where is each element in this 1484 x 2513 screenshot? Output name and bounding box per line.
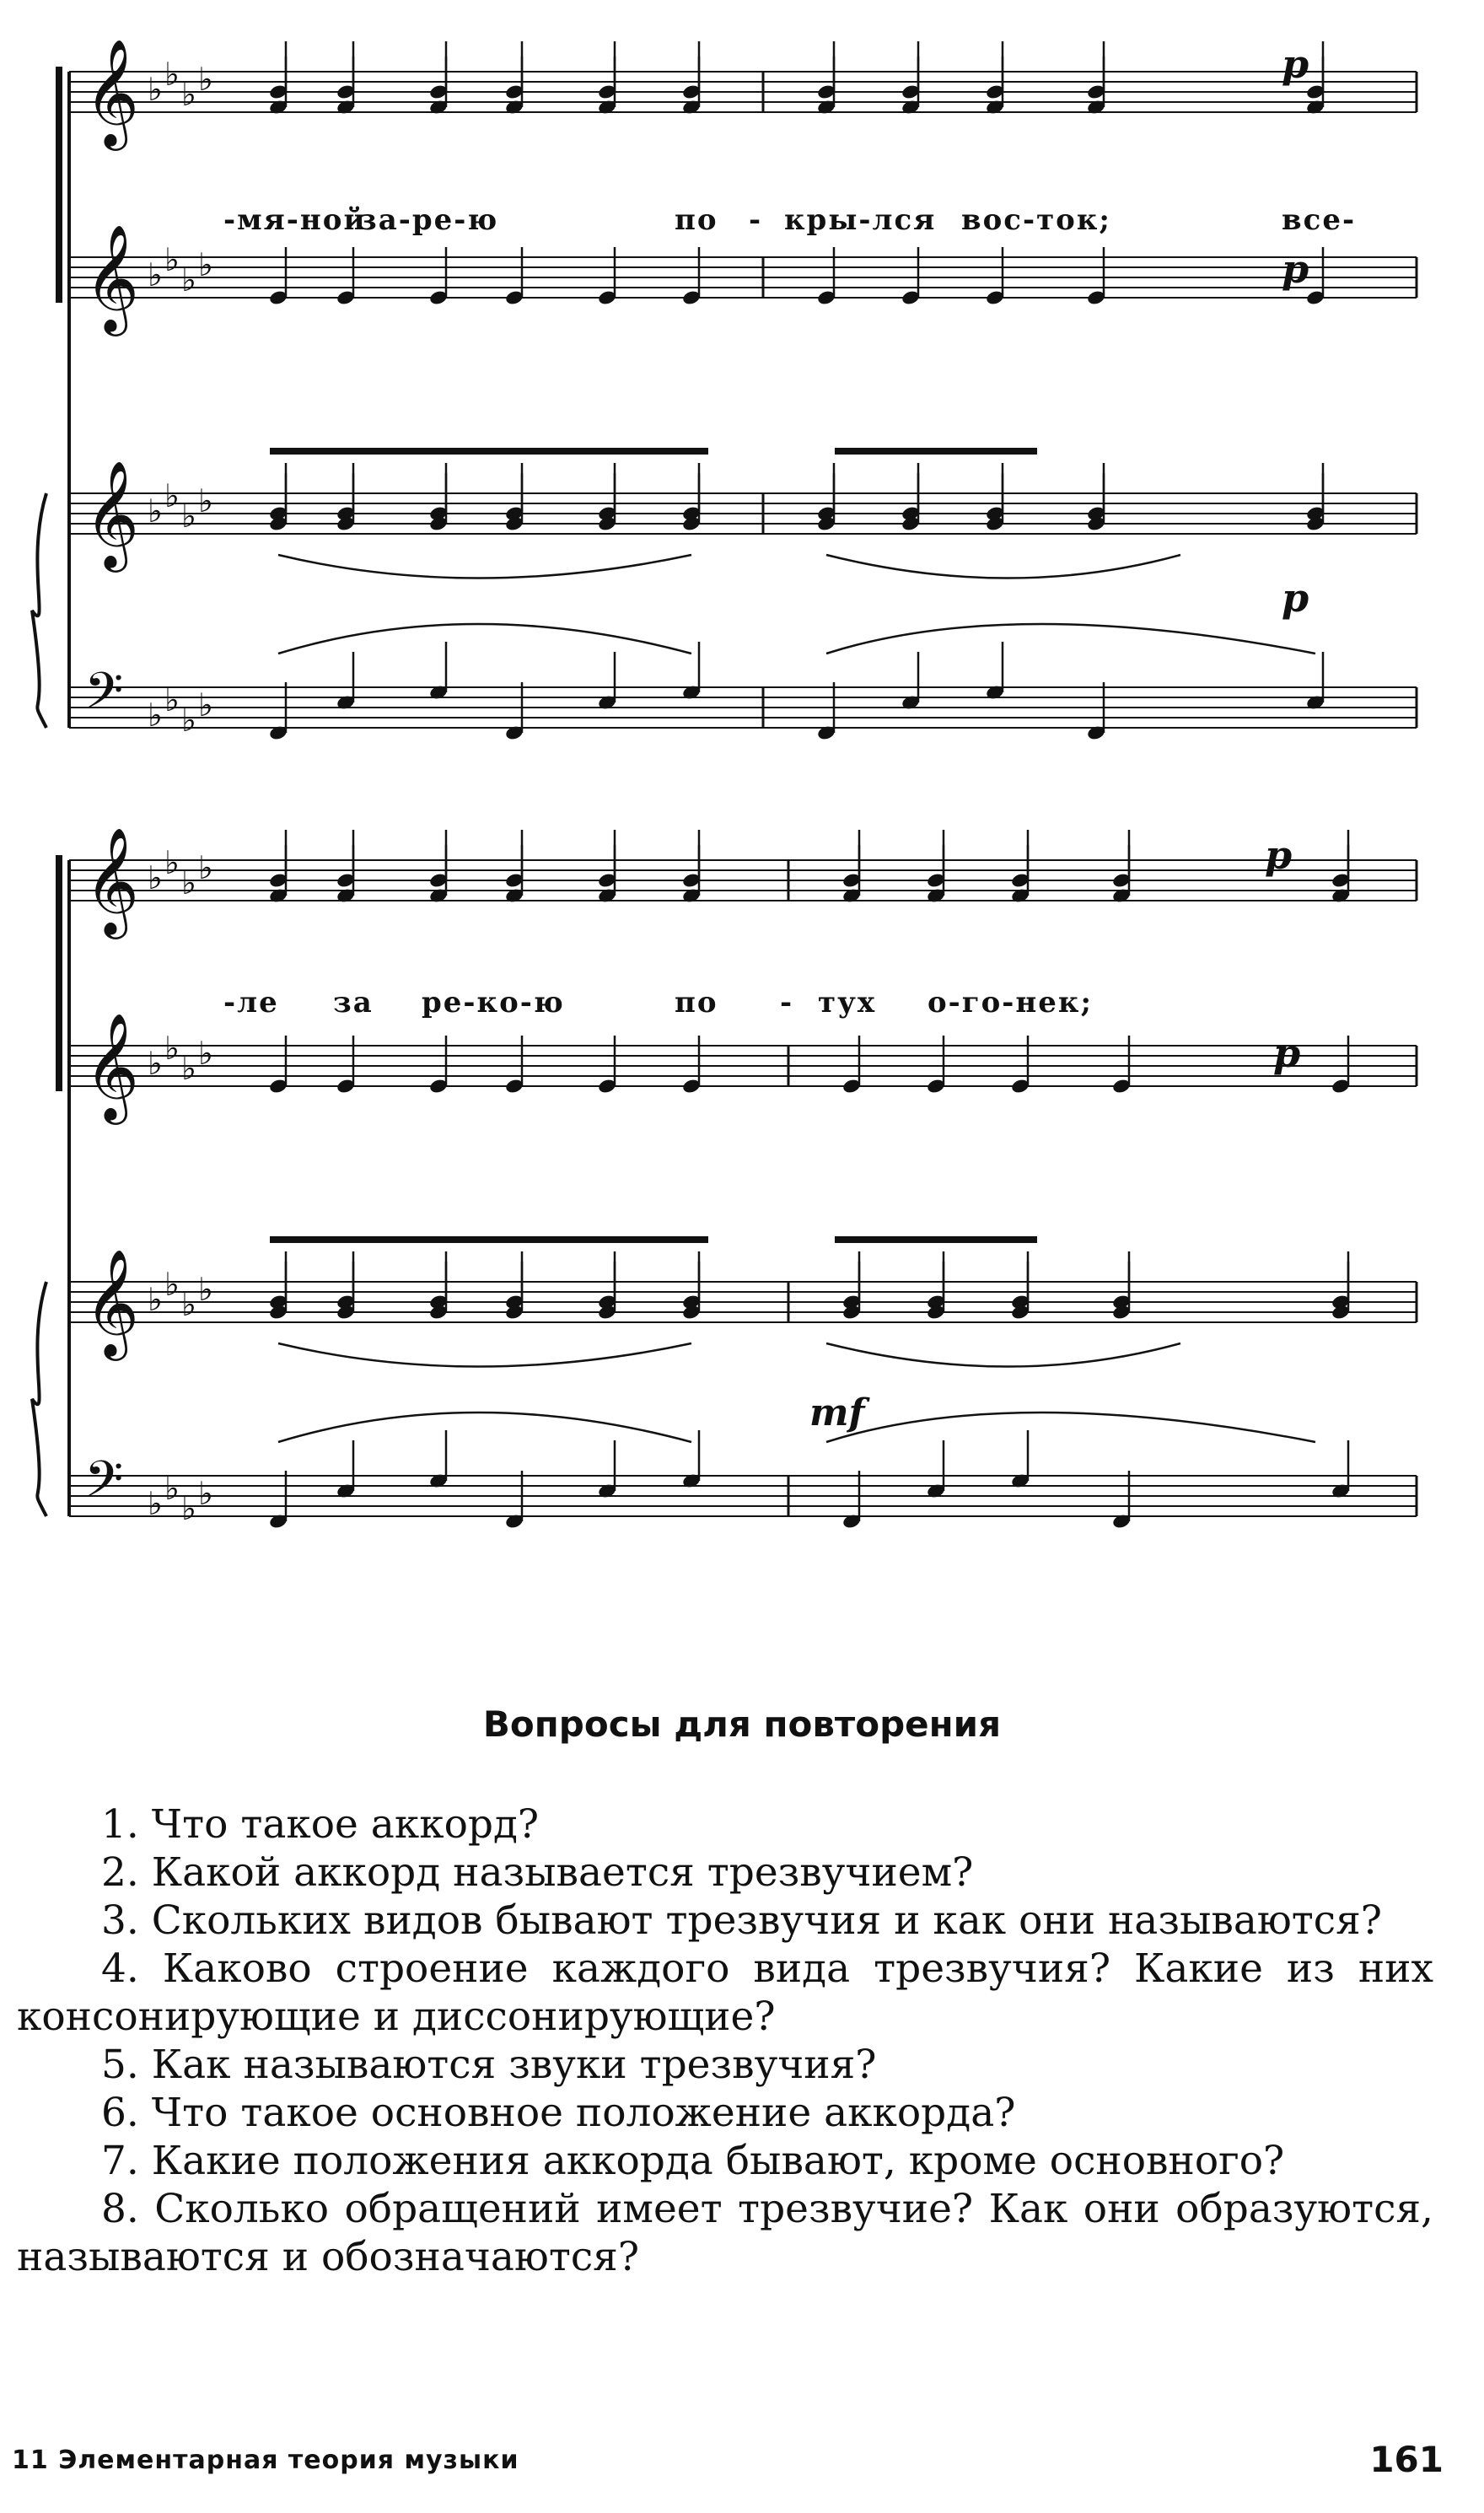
slur: [826, 624, 1315, 654]
slur: [278, 1413, 691, 1442]
question-item: 2. Какой аккорд называется трезвучием?: [101, 1849, 974, 1896]
flat-sign: ♭: [148, 256, 163, 293]
piano-brace: [32, 1282, 46, 1516]
flat-sign: ♭: [148, 1485, 163, 1522]
lyric-2: за-ре-ю: [358, 203, 499, 237]
flat-sign: ♭: [164, 1266, 180, 1303]
slur: [826, 555, 1180, 578]
flat-sign: ♭: [148, 71, 163, 108]
flat-sign: ♭: [164, 477, 180, 514]
lyric-4: -: [749, 203, 763, 237]
lyric-5: кры-лся: [784, 203, 937, 237]
flat-sign: ♭: [181, 261, 196, 299]
flat-sign: ♭: [164, 1030, 180, 1067]
staff-notation: [32, 38, 1417, 1530]
flat-sign: ♭: [198, 1271, 213, 1308]
lyric-8: -ле: [223, 986, 279, 1020]
flat-sign: ♭: [198, 686, 213, 724]
flat-sign: ♭: [198, 482, 213, 519]
question-item: 7. Какие положения аккорда бывают, кроме основного?: [101, 2138, 1285, 2184]
question-item: 6. Что такое основное положение аккорда?: [101, 2090, 1016, 2136]
question-item: 3. Скольких видов бывают трезвучия и как они называются?: [101, 1897, 1382, 1944]
question-item: 4. Каково строение каждого вида трезвучия? Какие из них консонирующие и диссонирующие?: [17, 1945, 1433, 2040]
slur: [826, 1413, 1315, 1442]
flat-sign: ♭: [148, 697, 163, 734]
piano-brace: [32, 493, 46, 728]
flat-sign: ♭: [198, 1035, 213, 1072]
lyric-6: вос-ток;: [961, 203, 1111, 237]
flat-sign: ♭: [181, 76, 196, 113]
lyric-14: о-го-нек;: [928, 986, 1094, 1020]
dynamic-p-3: p: [1282, 575, 1309, 621]
lyric-11: по: [675, 986, 718, 1020]
flat-sign: ♭: [164, 681, 180, 718]
section-heading: Вопросы для повторения: [482, 1703, 1002, 1745]
book-title-footer: 11 Элементарная теория музыки: [12, 2446, 519, 2475]
flat-sign: ♭: [198, 246, 213, 283]
dynamic-p-4: p: [1265, 832, 1293, 878]
lyric-10: ре-ко-ю: [422, 986, 565, 1020]
flat-sign: ♭: [164, 241, 180, 278]
flat-sign: ♭: [181, 1286, 196, 1323]
treble-clef-icon: 𝄞: [84, 1012, 140, 1120]
dynamic-p-2: p: [1282, 246, 1309, 292]
treble-clef-icon: 𝄞: [84, 38, 140, 146]
flat-sign: ♭: [181, 1050, 196, 1087]
lyric-9: за: [333, 986, 374, 1020]
flat-sign: ♭: [181, 498, 196, 535]
slur: [278, 624, 691, 654]
slur: [826, 1343, 1180, 1367]
page-number: 161: [1369, 2439, 1444, 2480]
questions-list: [17, 1800, 1433, 2281]
treble-clef-icon: 𝄞: [84, 826, 140, 934]
flat-sign: ♭: [164, 844, 180, 881]
flat-sign: ♭: [198, 61, 213, 98]
dynamic-p-1: p: [1282, 41, 1309, 87]
flat-sign: ♭: [164, 1470, 180, 1507]
dynamic-mf: mf: [809, 1391, 865, 1434]
flat-sign: ♭: [181, 702, 196, 739]
flat-sign: ♭: [148, 1045, 163, 1082]
question-item: 1. Что такое аккорд?: [101, 1801, 540, 1848]
flat-sign: ♭: [181, 1490, 196, 1527]
flat-sign: ♭: [164, 56, 180, 93]
lyric-13: тух: [818, 986, 877, 1020]
slur: [278, 1343, 691, 1367]
flat-sign: ♭: [198, 1475, 213, 1512]
flat-sign: ♭: [198, 849, 213, 886]
lyric-7: все-: [1282, 203, 1357, 237]
dynamic-p-5: p: [1273, 1030, 1301, 1076]
bass-clef-icon: 𝄢: [84, 1450, 124, 1520]
slur: [278, 555, 691, 578]
bass-clef-icon: 𝄢: [84, 661, 124, 732]
treble-clef-icon: 𝄞: [84, 223, 140, 331]
question-item: 5. Как называются звуки трезвучия?: [101, 2042, 877, 2088]
flat-sign: ♭: [148, 1281, 163, 1318]
treble-clef-icon: 𝄞: [84, 460, 140, 568]
lyric-12: -: [780, 986, 794, 1020]
flat-sign: ♭: [148, 492, 163, 530]
flat-sign: ♭: [148, 859, 163, 896]
treble-clef-icon: 𝄞: [84, 1248, 140, 1356]
flat-sign: ♭: [181, 864, 196, 901]
lyric-3: по: [675, 203, 718, 237]
question-item: 8. Сколько обращений имеет трезвучие? Как они образуются, называются и обозначаются?: [17, 2186, 1433, 2280]
lyric-1: -мя-ной: [223, 203, 367, 237]
